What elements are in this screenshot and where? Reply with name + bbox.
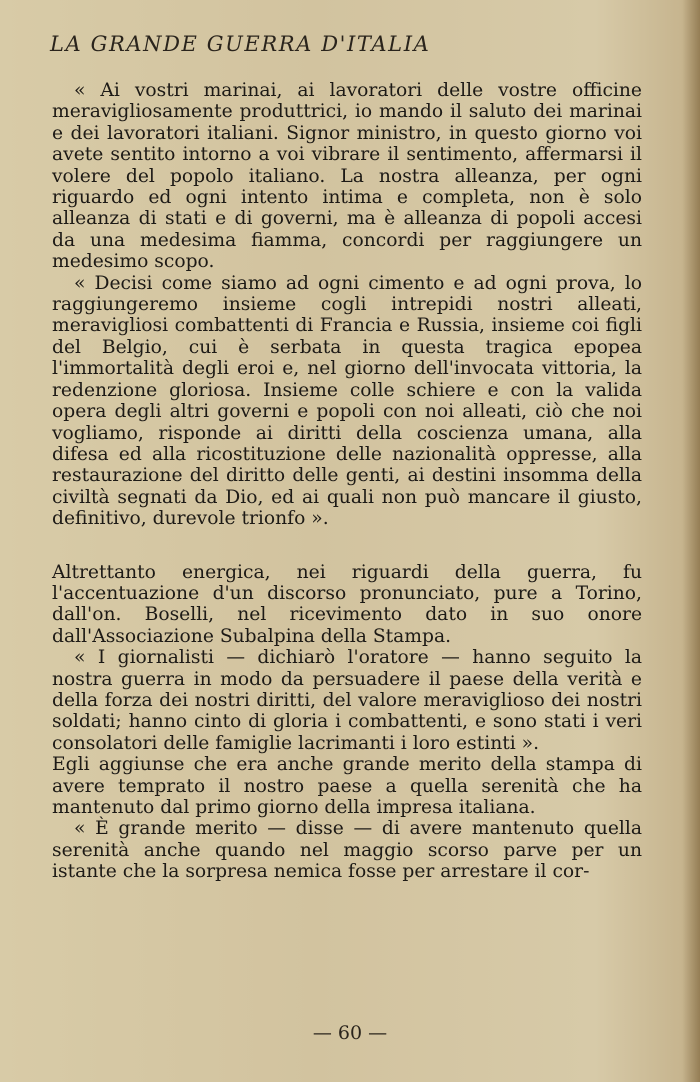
- paragraph-quote-1: « Ai vostri marinai, ai lavoratori delle vostre officine meravigliosamente produttrici, io mando il saluto dei marinai e dei lavoratori italiani. Signor ministro, in questo giorno voi avete sentito intorno a voi vibrare il sentimento, affermarsi il volere del popolo italiano. La nostra alleanza, per ogni riguardo ed ogni intento intima e completa, non è solo alleanza di stati e di governi, ma è alleanza di popoli accesi da una medesima fiamma, concordi per raggiungere un medesimo scopo.: [52, 80, 642, 273]
- paragraph-narrative-1: Altrettanto energica, nei riguardi della guerra, fu l'accentuazione d'un discorso pronunciato, pure a Torino, dall'on. Boselli, nel ricevimento dato in suo onore dall'Associazione Subalpina della Stampa.: [52, 561, 642, 647]
- page-number: — 60 —: [312, 1022, 388, 1044]
- body-text: [52, 80, 642, 883]
- paragraph-spacer: [52, 530, 642, 562]
- paragraph-quote-3: « I giornalisti — dichiarò l'oratore — hanno seguito la nostra guerra in modo da persuadere il paese della verità e della forza dei nostri diritti, del valore meraviglioso dei nostri soldati; hanno cinto di gloria i combattenti, e sono stati i veri consolatori delle famiglie lacrimanti i loro estinti ».: [52, 647, 642, 754]
- paragraph-quote-2: « Decisi come siamo ad ogni cimento e ad ogni prova, lo raggiungeremo insieme cogli intrepidi nostri alleati, meravigliosi combattenti di Francia e Russia, insieme coi figli del Belgio, cui è serbata in questa tragica epopea l'immortalità degli eroi e, nel giorno dell'invocata vittoria, la redenzione gloriosa. Insieme colle schiere e con la valida opera degli altri governi e popoli con noi alleati, ciò che noi vogliamo, risponde ai diritti della coscienza umana, alla difesa ed alla ricostituzione delle nazionalità oppresse, alla restaurazione del diritto delle genti, ai destini insomma della civiltà segnati da Dio, ed ai quali non può mancare il giusto, definitivo, durevole trionfo ».: [52, 272, 642, 530]
- paragraph-narrative-2: Egli aggiunse che era anche grande merito della stampa di avere temprato il nostro paese a quella serenità che ha mantenuto dal primo giorno della impresa italiana.: [52, 754, 642, 818]
- paragraph-quote-4: « È grande merito — disse — di avere mantenuto quella serenità anche quando nel maggio scorso parve per un istante che la sorpresa nemica fosse per arrestare il cor-: [52, 818, 642, 883]
- page-edge-shadow: [682, 0, 700, 1082]
- running-head: LA GRANDE GUERRA D'ITALIA: [50, 32, 431, 56]
